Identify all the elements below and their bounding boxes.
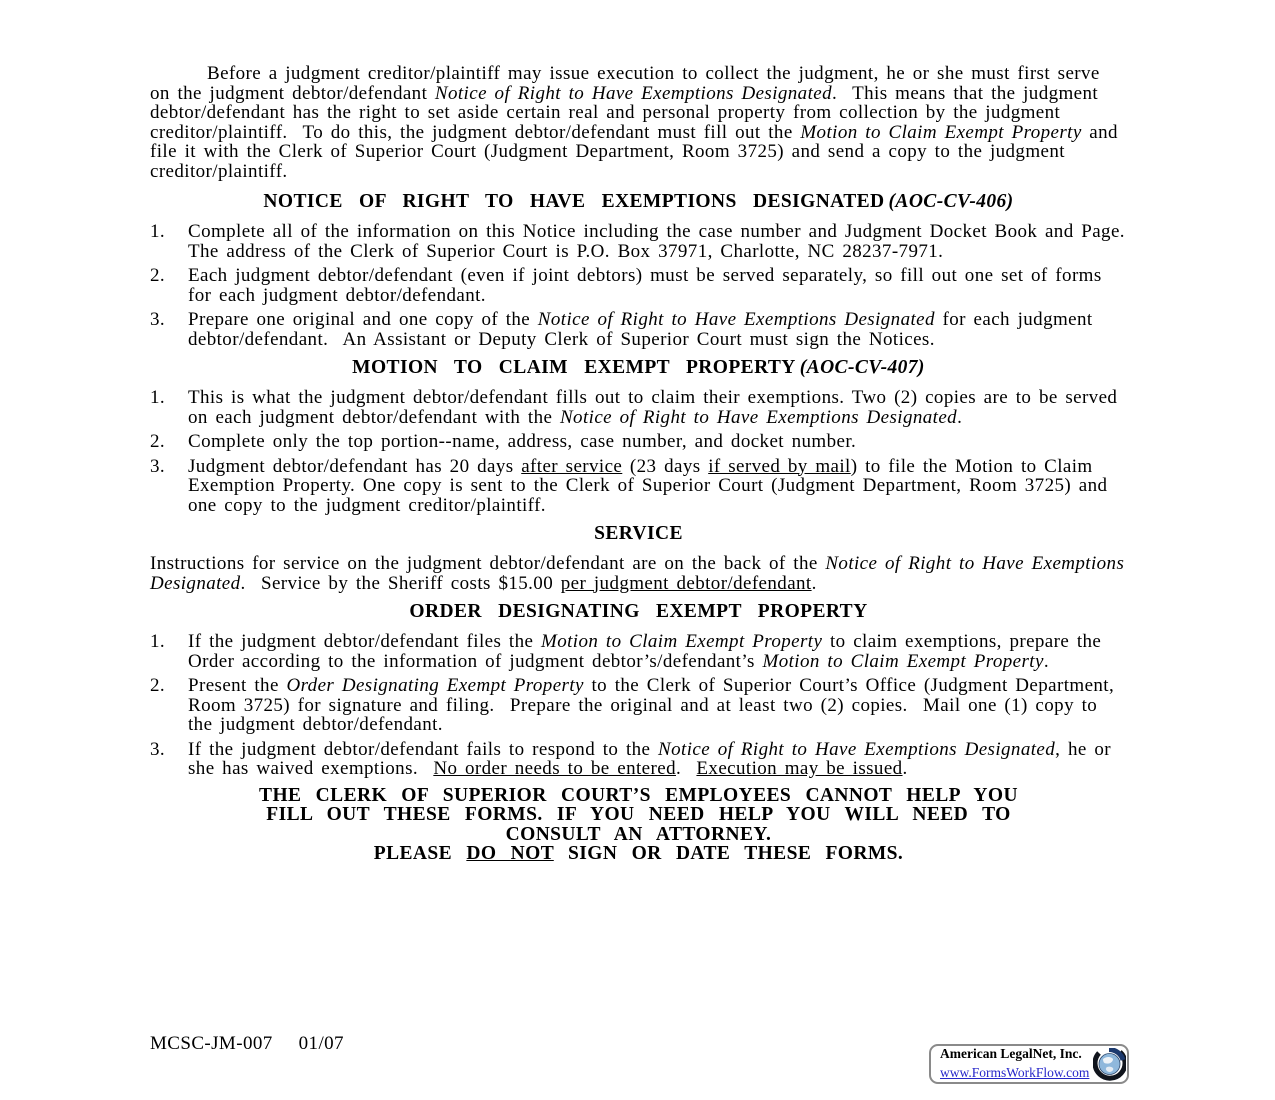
list-item xyxy=(150,310,1127,349)
item-number: 3. xyxy=(150,309,166,330)
closing-warning xyxy=(150,786,1127,864)
section-heading xyxy=(150,601,1127,623)
item-text: If the judgment debtor/defendant files the Motion to Claim Exempt Property to claim exemptions, prepare the Order according to the information of judgment debtor’s/defendant’s Motion to Claim Exempt Property. xyxy=(188,631,1109,672)
item-number: 3. xyxy=(150,738,166,760)
list-item xyxy=(150,221,1133,262)
item-number: 2. xyxy=(150,675,166,696)
list-item xyxy=(150,676,1127,735)
section-motion-to-claim xyxy=(150,357,1127,515)
closing-line: CONSULT AN ATTORNEY. xyxy=(505,823,772,845)
item-text: Present the Order Designating Exempt Property to the Clerk of Superior Court’s Office (Judgment Department, Room 3725) for signature and filing. Prepare the original and at least two (2) copies. Mail one (1) copy to the judgment debtor/defendant. xyxy=(188,675,1122,735)
item-text: Each judgment debtor/defendant (even if joint debtors) must be served separately, so fill out one set of forms for each judgment debtor/defendant. xyxy=(188,265,1110,306)
section-title: ORDER DESIGNATING EXEMPT PROPERTY xyxy=(409,601,868,622)
form-revision-date: 01/07 xyxy=(298,1033,344,1054)
form-number: (AOC-CV-406) xyxy=(888,191,1014,212)
document-content xyxy=(150,63,1133,864)
item-text: If the judgment debtor/defendant fails to respond to the Notice of Right to Have Exemptions Designated, he or she has waived exemptions. No order needs to be entered. Execution may be issued. xyxy=(188,738,1119,779)
item-number: 2. xyxy=(150,431,166,452)
item-text: Prepare one original and one copy of the Notice of Right to Have Exemptions Designated for each judgment debtor/defendant. An Assistant or Deputy Clerk of Superior Court must sign the Notices. xyxy=(188,309,1101,350)
form-identifier xyxy=(150,1034,344,1054)
list-item xyxy=(150,266,1127,305)
item-text: This is what the judgment debtor/defendant fills out to claim their exemptions. Two (2) copies are to be served on each judgment debtor/defendant with the Notice of Right to Have Exemptions Designated. xyxy=(188,387,1125,428)
item-number: 1. xyxy=(150,387,166,408)
item-number: 3. xyxy=(150,455,166,477)
section-service xyxy=(150,523,1132,594)
logo-text xyxy=(940,1046,1089,1082)
item-text: Complete all of the information on this Notice including the case number and Judgment Docket Book and Page. The address of the Clerk of Superior Court is P.O. Box 37971, Charlotte, NC 28237-7971. xyxy=(188,221,1133,262)
globe-icon xyxy=(1093,1048,1126,1081)
section-notice-of-right xyxy=(150,191,1133,350)
american-legalnet-logo xyxy=(929,1044,1129,1084)
list-item xyxy=(150,388,1127,427)
list-item xyxy=(150,432,1127,452)
item-number: 1. xyxy=(150,631,166,652)
section-heading xyxy=(150,523,1127,545)
item-number: 2. xyxy=(150,265,166,286)
list-item xyxy=(150,632,1127,671)
form-id-text: MCSC-JM-007 xyxy=(150,1033,273,1054)
list-item xyxy=(150,457,1127,516)
section-heading xyxy=(150,191,1127,213)
form-number: (AOC-CV-407) xyxy=(799,357,925,378)
closing-line: THE CLERK OF SUPERIOR COURT’S EMPLOYEES CANNOT HELP YOU xyxy=(259,784,1018,806)
logo-company-name: American LegalNet, Inc. xyxy=(940,1046,1082,1062)
list-item xyxy=(150,740,1127,779)
closing-line: PLEASE DO NOT SIGN OR DATE THESE FORMS. xyxy=(373,843,904,864)
section-title: MOTION TO CLAIM EXEMPT PROPERTY xyxy=(352,357,796,378)
closing-line: FILL OUT THESE FORMS. IF YOU NEED HELP YOU WILL NEED TO xyxy=(266,804,1011,825)
service-paragraph: Instructions for service on the judgment debtor/defendant are on the back of the Notice of Right to Have Exemptions Designated. Service by the Sheriff costs $15.00 per judgment debtor/defendant. xyxy=(150,553,1132,594)
section-order-designating xyxy=(150,601,1127,779)
section-title: SERVICE xyxy=(594,523,683,544)
section-title: NOTICE OF RIGHT TO HAVE EXEMPTIONS DESIGNATED xyxy=(263,191,885,212)
item-text: Complete only the top portion--name, address, case number, and docket number. xyxy=(188,431,857,452)
item-number: 1. xyxy=(150,221,166,242)
formsworkflow-link[interactable]: www.FormsWorkFlow.com xyxy=(940,1065,1090,1081)
intro-paragraph: Before a judgment creditor/plaintiff may issue execution to collect the judgment, he or she must first serve on the judgment debtor/defendant Notice of Right to Have Exemptions Designated. This means that the judgment debtor/defendant has the right to set aside certain real and personal property from collection by the judgment creditor/plaintiff. To do this, the judgment debtor/defendant must fill out the Motion to Claim Exempt Property and file it with the Clerk of Superior Court (Judgment Department, Room 3725) and send a copy to the judgment creditor/plaintiff. xyxy=(150,63,1126,182)
item-text: Judgment debtor/defendant has 20 days after service (23 days if served by mail) to file the Motion to Claim Exemption Property. One copy is sent to the Clerk of Superior Court (Judgment Department, Room 3725) and one copy to the judgment creditor/plaintiff. xyxy=(188,455,1116,516)
section-heading xyxy=(150,357,1127,379)
